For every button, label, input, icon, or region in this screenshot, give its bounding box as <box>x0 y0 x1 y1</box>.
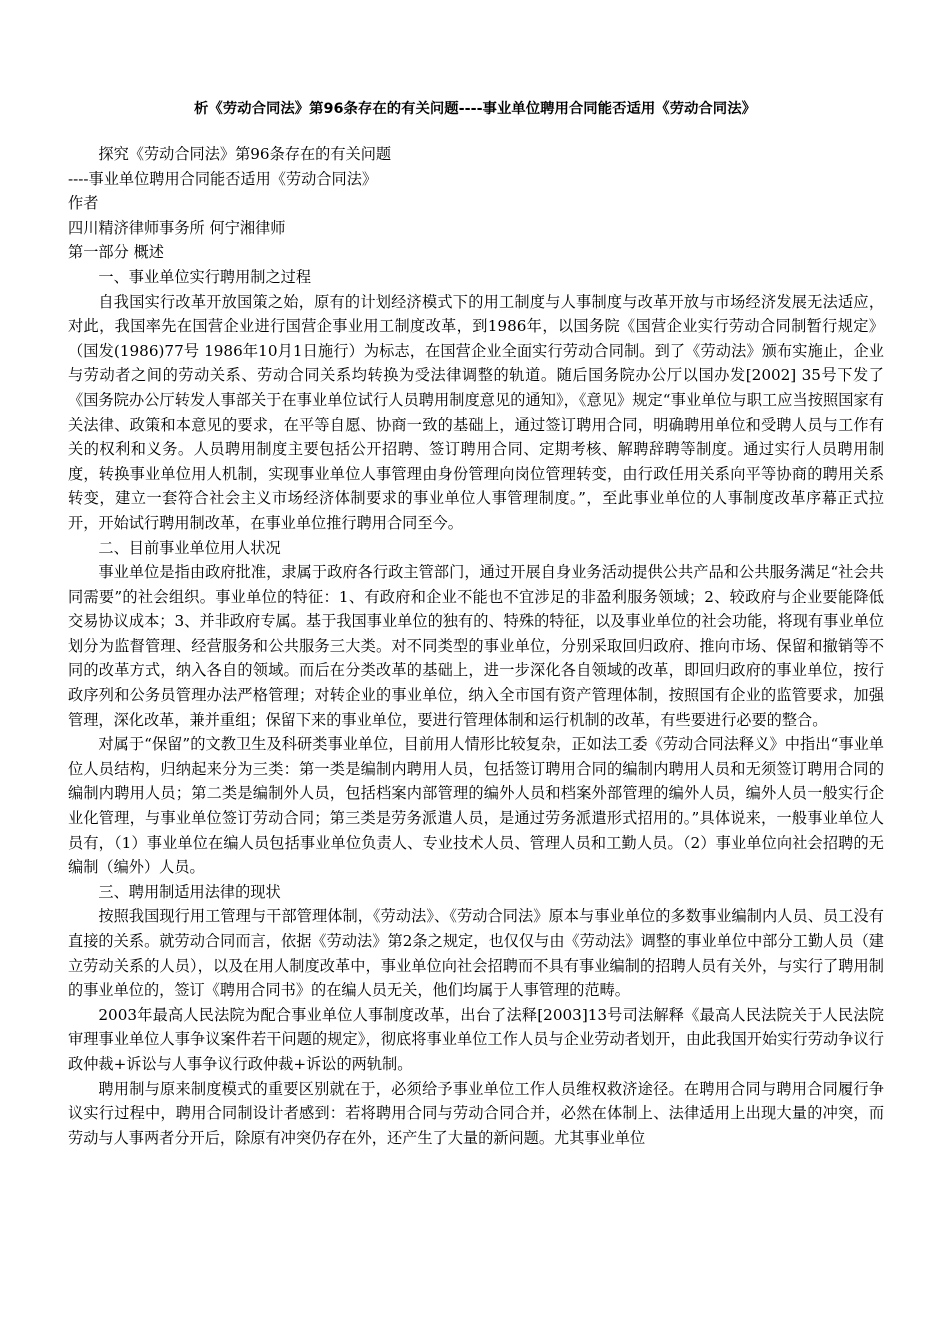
author-name: 四川精济律师事务所 何宁湘律师 <box>68 218 286 237</box>
paragraph: 对属于“保留”的文教卫生及科研类事业单位，目前用人情形比较复杂，正如法工委《劳动合同法释义》中指出“事业单位人员结构，归纳起来分为三类：第一类是编制内聘用人员，包括签订聘用合同的编制内聘用人员和无须签订聘用合同的编制内聘用人员；第二类是编制外人员，包括档案内部管理的编外人员和档案外部管理的编外人员，编外人员一般实行企业化管理，与事业单位签订劳动合同；第三类是劳务派遣人员，是通过劳务派遣形式招用的。”具体说来，一般事业单位人员有，（1）事业单位在编人员包括事业单位负责人、专业技术人员、管理人员和工勤人员。（2）事业单位向社会招聘的无编制（编外）人员。 <box>68 735 884 877</box>
document-body <box>68 142 884 1150</box>
subtitle-line: ----事业单位聘用合同能否适用《劳动合同法》 <box>68 169 378 188</box>
paragraph: 聘用制与原来制度模式的重要区别就在于，必须给予事业单位工作人员维权救济途径。在聘用合同与聘用合同履行争议实行过程中，聘用合同制设计者感到：若将聘用合同与劳动合同合并，必然在体制上、法律适用上出现大量的冲突，而劳动与人事两者分开后，除原有冲突仍存在外，还产生了大量的新问题。尤其事业单位 <box>68 1079 884 1147</box>
paragraph: 自我国实行改革开放国策之始，原有的计划经济模式下的用工制度与人事制度与改革开放与市场经济发展无法适应，对此，我国率先在国营企业进行国营企事业用工制度改革，到1986年，以国务院《国营企业实行劳动合同制暂行规定》（国发(1986)77号 1986年10月1日施行）为标志，在国营企业全面实行劳动合同制。到了《劳动法》颁布实施止，企业与劳动者之间的劳动关系、劳动合同关系均转换为受法律调整的轨道。随后国务院办公厅以国办发[2002] 35号下发了《国务院办公厅转发人事部关于在事业单位试行人员聘用制度意见的通知》，《意见》规定“事业单位与职工应当按照国家有关法律、政策和本意见的要求，在平等自愿、协商一致的基础上，通过签订聘用合同，明确聘用单位和受聘人员与工作有关的权利和义务。人员聘用制度主要包括公开招聘、签订聘用合同、定期考核、解聘辞聘等制度。通过实行人员聘用制度，转换事业单位用人机制，实现事业单位人事管理由身份管理向岗位管理转变，由行政任用关系向平等协商的聘用关系转变，建立一套符合社会主义市场经济体制要求的事业单位人事管理制度。”，至此事业单位的人事制度改革序幕正式拉开，开始试行聘用制改革，在事业单位推行聘用合同至今。 <box>68 292 884 532</box>
section-heading: 二、目前事业单位用人状况 <box>98 538 281 557</box>
paragraph: 2003年最高人民法院为配合事业单位人事制度改革，出台了法释[2003]13号司法解释《最高人民法院关于人民法院审理事业单位人事争议案件若干问题的规定》，彻底将事业单位工作人员与企业劳动者划开，由此我国开始实行劳动争议行政仲裁+诉讼与人事争议行政仲裁+诉讼的两轨制。 <box>68 1005 884 1073</box>
paragraph: 事业单位是指由政府批准，隶属于政府各行政主管部门，通过开展自身业务活动提供公共产品和公共服务满足“社会共同需要”的社会组织。事业单位的特征：1、有政府和企业不能也不宜涉足的非盈利服务领域；2、较政府与企业要能降低交易协议成本；3、并非政府专属。基于我国事业单位的独有的、特殊的特征，以及事业单位的社会功能，将现有事业单位划分为监督管理、经营服务和公共服务三大类。对不同类型的事业单位，分别采取回归政府、推向市场、保留和撤销等不同的改革方式，纳入各自的领域。而后在分类改革的基础上，进一步深化各自领域的改革，即回归政府的事业单位，按行政序列和公务员管理办法严格管理；对转企业的事业单位，纳入全市国有资产管理体制，按照国有企业的监管要求，加强管理，深化改革，兼并重组；保留下来的事业单位，要进行管理体制和运行机制的改革，有些要进行必要的整合。 <box>68 563 884 729</box>
paragraph: 按照我国现行用工管理与干部管理体制，《劳动法》、《劳动合同法》原本与事业单位的多数事业编制内人员、员工没有直接的关系。就劳动合同而言，依据《劳动法》第2条之规定，也仅仅与由《劳动法》调整的事业单位中部分工勤人员（建立劳动关系的人员），以及在用人制度改革中，事业单位向社会招聘而不具有事业编制的招聘人员有关外，与实行了聘用制的事业单位的，签订《聘用合同书》的在编人员无关，他们均属于人事管理的范畴。 <box>68 907 884 1000</box>
section-heading: 一、事业单位实行聘用制之过程 <box>98 267 312 286</box>
author-label: 作者 <box>68 194 99 213</box>
subtitle-line: 探究《劳动合同法》第96条存在的有关问题 <box>98 145 392 163</box>
section-heading: 三、聘用制适用法律的现状 <box>98 882 281 901</box>
document-title: 析《劳动合同法》第96条存在的有关问题----事业单位聘用合同能否适用《劳动合同法》 <box>194 101 756 117</box>
part-heading: 第一部分 概述 <box>68 243 164 262</box>
